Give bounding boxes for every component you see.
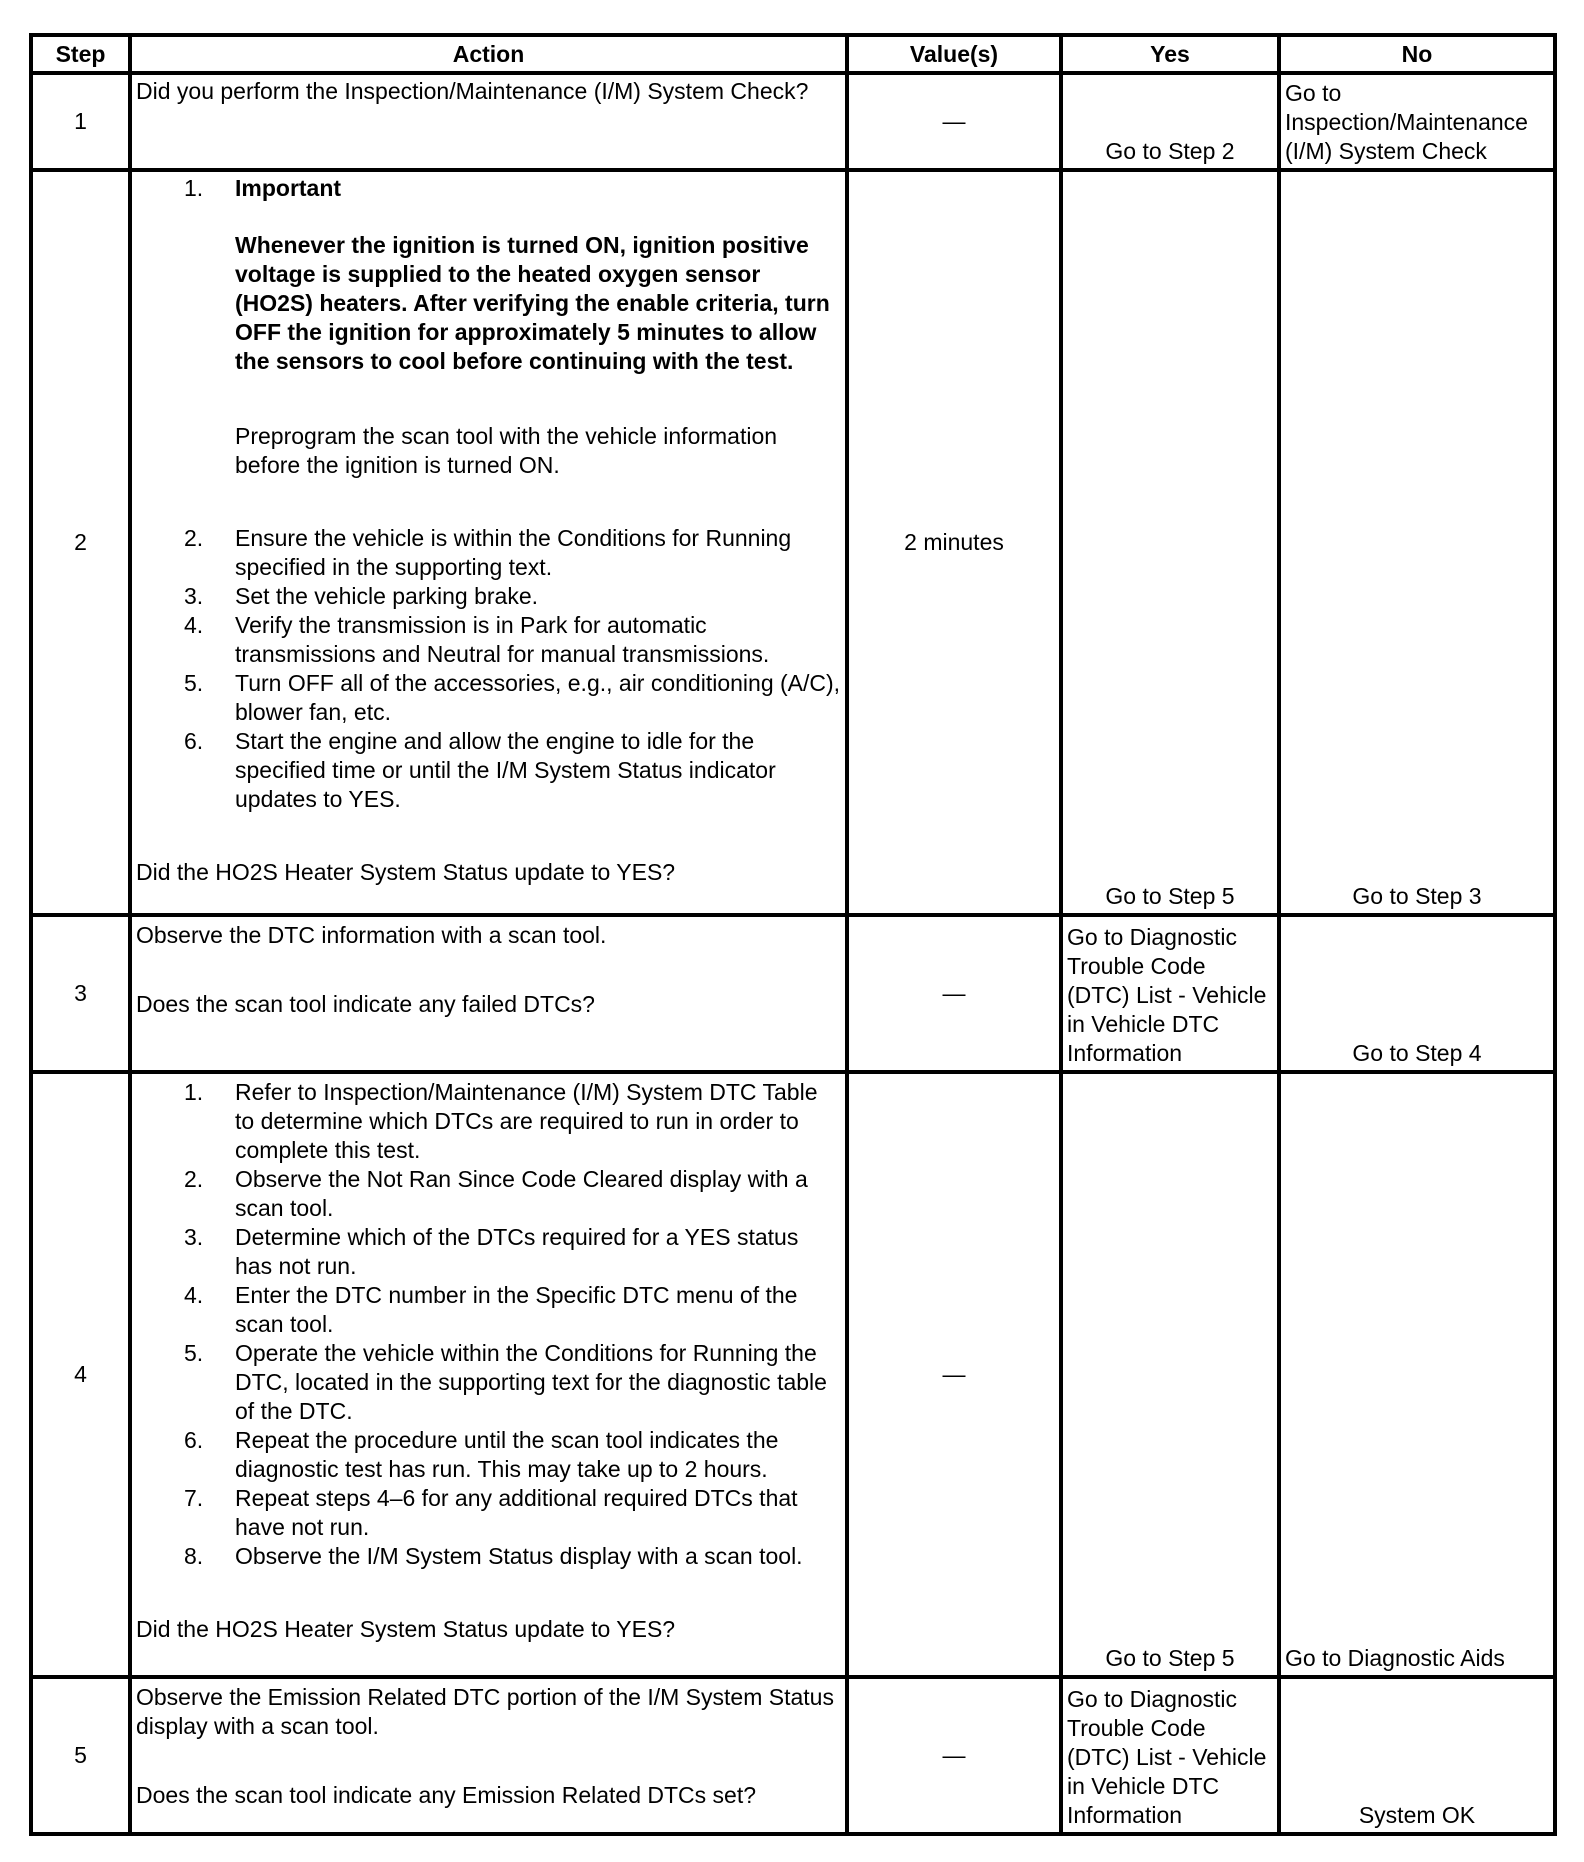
action-cell	[130, 1072, 847, 1677]
list-item	[136, 174, 841, 480]
header-values: Value(s)	[847, 35, 1061, 73]
list-item: 4. Enter the DTC number in the Specific DTC menu of the scan tool.	[184, 1282, 798, 1338]
action-text: Did you perform the Inspection/Maintenance (I/M) System Check?	[136, 78, 809, 104]
value-cell: —	[847, 73, 1061, 170]
table-row	[31, 170, 1555, 915]
list-item: 4. Verify the transmission is in Park for automatic transmissions and Neutral for manual transmissions.	[184, 612, 770, 668]
list-item: 6. Repeat the procedure until the scan tool indicates the diagnostic test has run. This may take up to 2 hours.	[184, 1427, 779, 1483]
action-cell	[130, 1677, 847, 1834]
yes-cell: Go to Step 2	[1061, 73, 1279, 170]
value-cell: —	[847, 1072, 1061, 1677]
no-cell: Go to Step 4	[1279, 915, 1555, 1072]
header-action: Action	[130, 35, 847, 73]
no-cell: Go to Step 3	[1279, 170, 1555, 915]
action-question: Did the HO2S Heater System Status update to YES?	[136, 859, 676, 886]
substep-list	[136, 1078, 841, 1571]
list-item: 8. Observe the I/M System Status display with a scan tool.	[184, 1543, 803, 1570]
step-number: 1	[31, 73, 130, 170]
list-item: 2. Ensure the vehicle is within the Conditions for Running specified in the supporting text.	[184, 525, 792, 581]
step-number: 2	[31, 170, 130, 915]
header-no: No	[1279, 35, 1555, 73]
header-yes: Yes	[1061, 35, 1279, 73]
value-cell: —	[847, 915, 1061, 1072]
list-item: 6. Start the engine and allow the engine to idle for the specified time or until the I/M System Status indicator updates to YES.	[184, 728, 776, 813]
action-cell	[130, 170, 847, 915]
no-cell: System OK	[1279, 1677, 1555, 1834]
substep-list	[136, 174, 841, 814]
step-number: 3	[31, 915, 130, 1072]
no-cell: Go to Diagnostic Aids	[1279, 1072, 1555, 1677]
no-cell: Go to Inspection/Maintenance (I/M) System Check	[1279, 73, 1555, 170]
action-cell	[130, 915, 847, 1072]
diagnostic-table	[29, 33, 1557, 1836]
list-number: 1.	[184, 175, 204, 202]
value-cell: —	[847, 1677, 1061, 1834]
yes-cell: Go to Step 5	[1061, 1072, 1279, 1677]
table-row	[31, 1072, 1555, 1677]
list-item: 5. Operate the vehicle within the Conditions for Running the DTC, located in the supporting text for the diagnostic table of the DTC.	[184, 1340, 827, 1425]
action-question: Does the scan tool indicate any Emission Related DTCs set?	[136, 1781, 757, 1808]
yes-cell: Go to Diagnostic Trouble Code (DTC) List - Vehicle in Vehicle DTC Information	[1061, 1677, 1279, 1834]
list-item: 3. Determine which of the DTCs required for a YES status has not run.	[184, 1224, 799, 1280]
list-item: 5. Turn OFF all of the accessories, e.g., air conditioning (A/C), blower fan, etc.	[184, 670, 841, 726]
table-row	[31, 915, 1555, 1072]
header-row	[31, 35, 1555, 73]
action-question: Does the scan tool indicate any failed DTCs?	[136, 990, 595, 1017]
important-note: Preprogram the scan tool with the vehicle information before the ignition is turned ON.	[235, 423, 778, 479]
table-row	[31, 73, 1555, 170]
header-step: Step	[31, 35, 130, 73]
list-item: 3. Set the vehicle parking brake.	[184, 583, 539, 610]
action-question: Did the HO2S Heater System Status update to YES?	[136, 1616, 676, 1643]
step-number: 5	[31, 1677, 130, 1834]
important-label: Important	[235, 175, 342, 202]
step-number: 4	[31, 1072, 130, 1677]
list-item: 7. Repeat steps 4–6 for any additional required DTCs that have not run.	[184, 1485, 798, 1541]
action-cell	[130, 73, 847, 170]
list-item: 2. Observe the Not Ran Since Code Cleared display with a scan tool.	[184, 1166, 808, 1222]
action-text: Observe the DTC information with a scan tool.	[136, 921, 607, 948]
table-row	[31, 1677, 1555, 1834]
important-text: Whenever the ignition is turned ON, ignition positive voltage is supplied to the heated oxygen sensor (HO2S) heaters. After verifying the enable criteria, turn OFF the ignition for approximately 5 minutes to allow the sensors to cool before continuing with the test.	[235, 232, 830, 375]
value-cell: 2 minutes	[847, 170, 1061, 915]
yes-cell: Go to Step 5	[1061, 170, 1279, 915]
action-text: Observe the Emission Related DTC portion of the I/M System Status display with a scan tool.	[136, 1683, 834, 1739]
yes-cell: Go to Diagnostic Trouble Code (DTC) List - Vehicle in Vehicle DTC Information	[1061, 915, 1279, 1072]
list-item: 1. Refer to Inspection/Maintenance (I/M) System DTC Table to determine which DTCs are required to run in order to complete this test.	[184, 1079, 818, 1164]
